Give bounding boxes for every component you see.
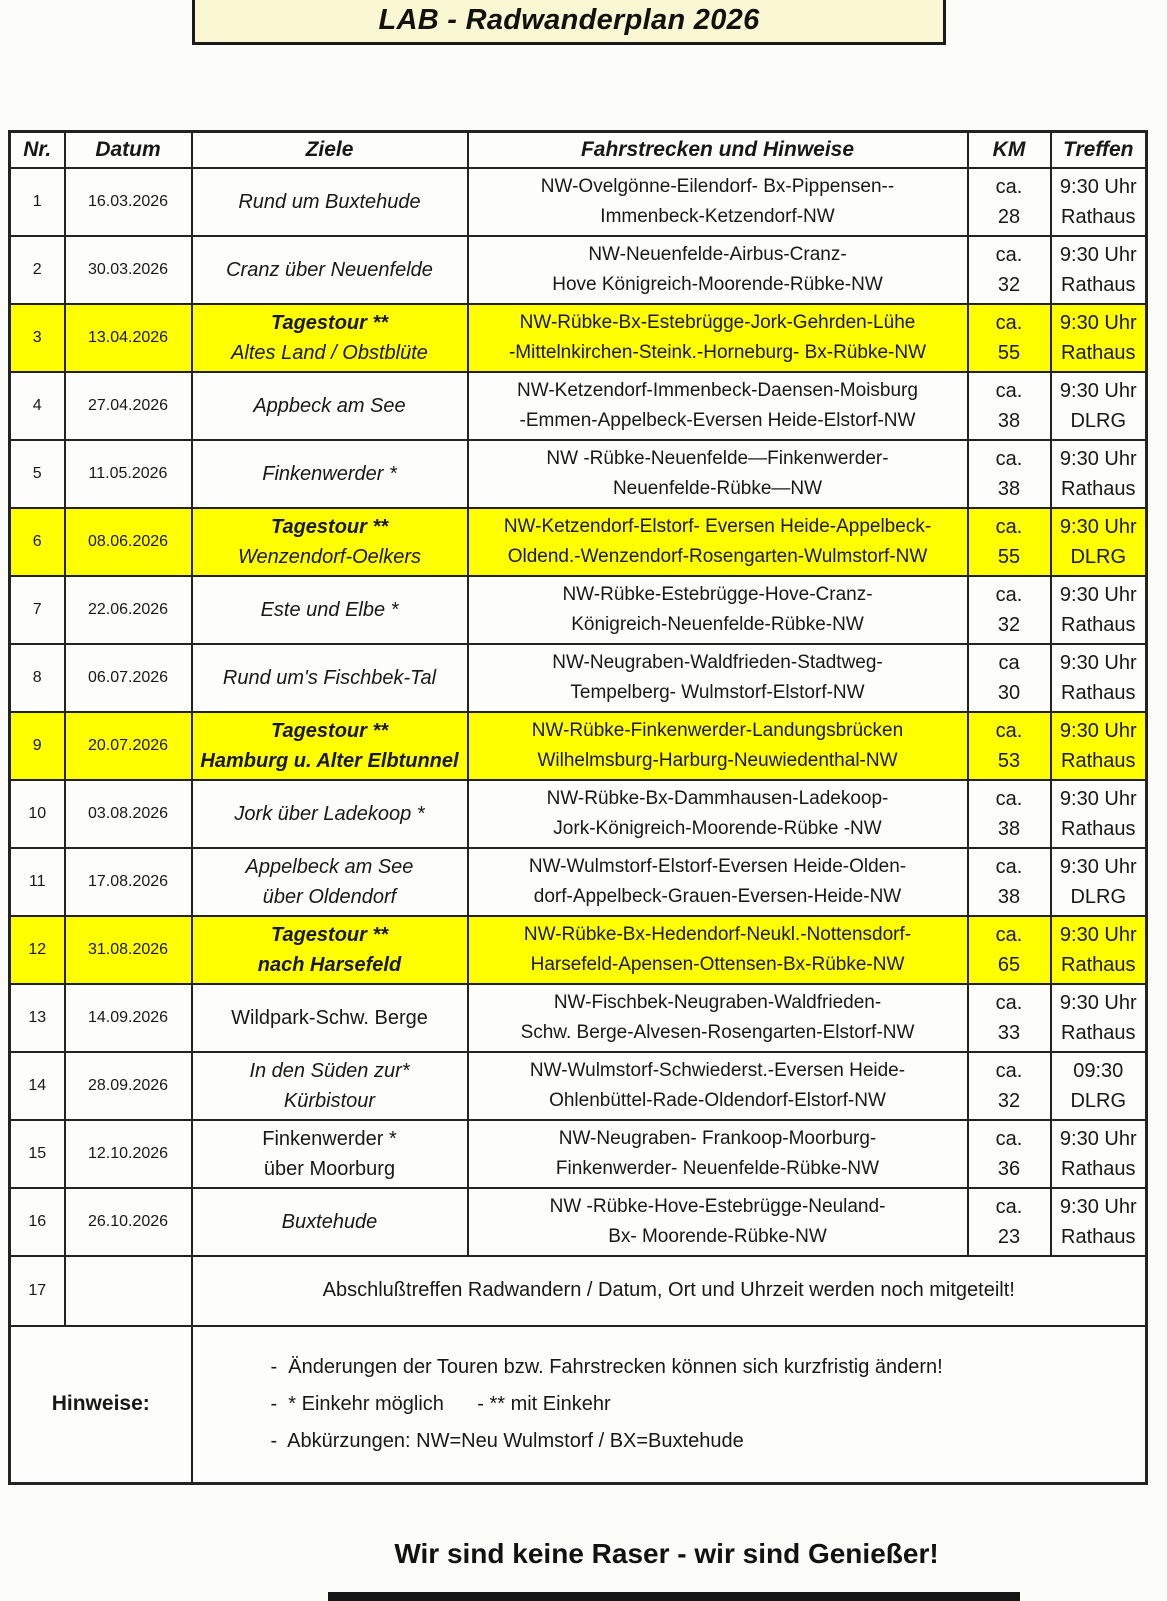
treffen-line: DLRG: [1070, 545, 1127, 568]
km-cell: [968, 1188, 1051, 1256]
ziel-cell: [192, 440, 468, 508]
km-cell: [968, 168, 1051, 236]
route-cell: [468, 712, 968, 780]
treffen-line: 9:30 Uhr: [1059, 447, 1137, 470]
km-line: ca.: [995, 1195, 1023, 1218]
ziel-cell: [192, 372, 468, 440]
treffen-line: Rathaus: [1061, 613, 1136, 636]
route-line: NW-Ketzendorf-Immenbeck-Daensen-Moisburg: [517, 379, 918, 401]
route-line: -Mittelnkirchen-Steink.-Horneburg- Bx-Rübke-NW: [508, 341, 927, 363]
nr-cell: 5: [10, 440, 65, 508]
tour-row: [10, 304, 1147, 372]
km-cell: [968, 984, 1051, 1052]
nr-cell: 11: [10, 848, 65, 916]
ziel-cell: [192, 576, 468, 644]
ziel-line: Cranz über Neuenfelde: [226, 258, 433, 281]
route-cell: [468, 916, 968, 984]
km-line: ca.: [995, 583, 1023, 606]
datum-cell: 06.07.2026: [65, 644, 192, 712]
header-fahrstrecken: Fahrstrecken und Hinweise: [468, 132, 968, 168]
tour-row: [10, 236, 1147, 304]
route-line: Jork-Königreich-Moorende-Rübke -NW: [553, 817, 882, 839]
km-line: 32: [997, 273, 1021, 296]
ziel-line: Wenzendorf-Oelkers: [237, 545, 422, 568]
treffen-line: 9:30 Uhr: [1059, 1195, 1137, 1218]
route-line: Ohlenbüttel-Rade-Oldendorf-Elstorf-NW: [549, 1089, 886, 1111]
tour-row: [10, 848, 1147, 916]
final-row: [10, 1256, 1147, 1326]
final-row-datum: [65, 1256, 192, 1326]
tour-table-body: [10, 168, 1147, 1256]
header-ziele: Ziele: [192, 132, 468, 168]
tour-row: [10, 1120, 1147, 1188]
nr-cell: 16: [10, 1188, 65, 1256]
treffen-line: 09:30: [1073, 1059, 1124, 1082]
route-line: NW-Wulmstorf-Schwiederst.-Eversen Heide-: [529, 1059, 906, 1081]
route-line: NW-Rübke-Bx-Dammhausen-Ladekoop-: [546, 787, 889, 809]
treffen-line: Rathaus: [1061, 681, 1136, 704]
route-cell: [468, 508, 968, 576]
treffen-cell: [1051, 712, 1147, 780]
nr-cell: 7: [10, 576, 65, 644]
ziel-line: Buxtehude: [281, 1210, 378, 1233]
ziel-cell: [192, 1120, 468, 1188]
route-line: Schw. Berge-Alvesen-Rosengarten-Elstorf-NW: [520, 1021, 915, 1043]
ziel-line: Rund um Buxtehude: [238, 190, 421, 213]
route-line: Wilhelmsburg-Harburg-Neuwiedenthal-NW: [537, 749, 898, 771]
route-cell: [468, 236, 968, 304]
route-cell: [468, 780, 968, 848]
nr-cell: 6: [10, 508, 65, 576]
ziel-line: Hamburg u. Alter Elbtunnel: [200, 749, 459, 772]
km-cell: [968, 848, 1051, 916]
km-line: 38: [997, 817, 1021, 840]
km-line: ca.: [995, 923, 1023, 946]
treffen-line: Rathaus: [1061, 477, 1136, 500]
route-cell: [468, 1052, 968, 1120]
nr-cell: 4: [10, 372, 65, 440]
ziel-line: Tagestour **: [270, 311, 389, 334]
route-line: NW-Neuenfelde-Airbus-Cranz-: [588, 243, 847, 265]
km-line: ca.: [995, 175, 1023, 198]
tour-row: [10, 1052, 1147, 1120]
nr-cell: 12: [10, 916, 65, 984]
ziel-line: Rund um's Fischbek-Tal: [222, 666, 437, 689]
tour-row: [10, 372, 1147, 440]
route-cell: [468, 304, 968, 372]
km-line: ca.: [995, 787, 1023, 810]
ziel-line: Appelbeck am See: [245, 855, 414, 878]
km-cell: [968, 576, 1051, 644]
table-footer-rows: [10, 1256, 1147, 1484]
hinweise-row: [10, 1326, 1147, 1484]
treffen-line: 9:30 Uhr: [1059, 855, 1137, 878]
ziel-cell: [192, 508, 468, 576]
treffen-line: DLRG: [1070, 1089, 1127, 1112]
route-line: dorf-Appelbeck-Grauen-Eversen-Heide-NW: [533, 885, 902, 907]
km-cell: [968, 508, 1051, 576]
route-line: Königreich-Neuenfelde-Rübke-NW: [571, 613, 864, 635]
route-cell: [468, 1120, 968, 1188]
km-line: 53: [997, 749, 1021, 772]
treffen-line: 9:30 Uhr: [1059, 719, 1137, 742]
km-line: ca.: [995, 991, 1023, 1014]
km-line: ca.: [995, 1127, 1023, 1150]
treffen-cell: [1051, 644, 1147, 712]
datum-cell: 03.08.2026: [65, 780, 192, 848]
km-line: 23: [997, 1225, 1021, 1248]
route-line: Bx- Moorende-Rübke-NW: [608, 1225, 827, 1247]
route-line: Hove Königreich-Moorende-Rübke-NW: [552, 273, 883, 295]
treffen-line: 9:30 Uhr: [1059, 991, 1137, 1014]
treffen-cell: [1051, 848, 1147, 916]
treffen-cell: [1051, 508, 1147, 576]
ziel-line: über Moorburg: [263, 1157, 396, 1180]
treffen-line: 9:30 Uhr: [1059, 515, 1137, 538]
treffen-line: Rathaus: [1061, 273, 1136, 296]
nr-cell: 1: [10, 168, 65, 236]
treffen-line: 9:30 Uhr: [1059, 175, 1137, 198]
footer-slogan: Wir sind keine Raser - wir sind Genießer!: [394, 1538, 939, 1569]
treffen-line: 9:30 Uhr: [1059, 243, 1137, 266]
nr-cell: 3: [10, 304, 65, 372]
km-line: 32: [997, 1089, 1021, 1112]
km-line: ca.: [995, 855, 1023, 878]
route-line: NW-Ovelgönne-Eilendorf- Bx-Pippensen--: [540, 175, 895, 197]
km-cell: [968, 780, 1051, 848]
route-line: Neuenfelde-Rübke—NW: [612, 477, 823, 499]
header-datum: Datum: [65, 132, 192, 168]
datum-cell: 20.07.2026: [65, 712, 192, 780]
route-line: -Emmen-Appelbeck-Eversen Heide-Elstorf-NW: [519, 409, 916, 431]
route-cell: [468, 984, 968, 1052]
treffen-cell: [1051, 1188, 1147, 1256]
bottom-cutoff-bar: [328, 1592, 1020, 1601]
ziel-line: Jork über Ladekoop *: [234, 802, 425, 825]
km-line: ca: [998, 651, 1020, 674]
route-line: NW-Ketzendorf-Elstorf- Eversen Heide-Appelbeck-: [503, 515, 932, 537]
tour-plan-table: [8, 130, 1148, 1485]
route-line: Oldend.-Wenzendorf-Rosengarten-Wulmstorf-NW: [507, 545, 928, 567]
treffen-line: 9:30 Uhr: [1059, 787, 1137, 810]
ziel-line: Este und Elbe *: [260, 598, 399, 621]
km-line: ca.: [995, 447, 1023, 470]
route-line: NW-Neugraben-Waldfrieden-Stadtweg-: [552, 651, 883, 673]
datum-cell: 17.08.2026: [65, 848, 192, 916]
treffen-line: 9:30 Uhr: [1059, 923, 1137, 946]
treffen-cell: [1051, 916, 1147, 984]
km-line: 36: [997, 1157, 1021, 1180]
ziel-line: nach Harsefeld: [257, 953, 402, 976]
km-cell: [968, 236, 1051, 304]
treffen-cell: [1051, 440, 1147, 508]
treffen-line: Rathaus: [1061, 1157, 1136, 1180]
title-box: [192, 0, 946, 45]
ziel-cell: [192, 916, 468, 984]
route-cell: [468, 848, 968, 916]
route-line: Finkenwerder- Neuenfelde-Rübke-NW: [555, 1157, 880, 1179]
ziel-line: Altes Land / Obstblüte: [231, 341, 428, 364]
hinweise-label-cell: [10, 1326, 192, 1484]
route-line: NW -Rübke-Hove-Estebrügge-Neuland-: [549, 1195, 886, 1217]
ziel-cell: [192, 712, 468, 780]
tour-row: [10, 576, 1147, 644]
km-line: ca.: [995, 311, 1023, 334]
route-line: NW-Rübke-Finkenwerder-Landungsbrücken: [531, 719, 904, 741]
ziel-cell: [192, 168, 468, 236]
nr-cell: 8: [10, 644, 65, 712]
ziel-cell: [192, 236, 468, 304]
tour-row: [10, 440, 1147, 508]
ziel-cell: [192, 848, 468, 916]
ziel-cell: [192, 1052, 468, 1120]
final-row-text: Abschlußtreffen Radwandern / Datum, Ort und Uhrzeit werden noch mitgeteilt!: [192, 1256, 1147, 1326]
km-line: 65: [997, 953, 1021, 976]
km-line: ca.: [995, 1059, 1023, 1082]
treffen-cell: [1051, 1052, 1147, 1120]
treffen-cell: [1051, 984, 1147, 1052]
datum-cell: 08.06.2026: [65, 508, 192, 576]
treffen-line: Rathaus: [1061, 953, 1136, 976]
nr-cell: 10: [10, 780, 65, 848]
tour-row: [10, 168, 1147, 236]
nr-cell: 14: [10, 1052, 65, 1120]
route-cell: [468, 1188, 968, 1256]
datum-cell: 12.10.2026: [65, 1120, 192, 1188]
treffen-cell: [1051, 168, 1147, 236]
ziel-line: Kürbistour: [283, 1089, 376, 1112]
km-line: ca.: [995, 379, 1023, 402]
tour-row: [10, 916, 1147, 984]
km-cell: [968, 916, 1051, 984]
km-line: 38: [997, 885, 1021, 908]
route-cell: [468, 440, 968, 508]
tour-row: [10, 984, 1147, 1052]
ziel-cell: [192, 780, 468, 848]
ziel-line: über Oldendorf: [262, 885, 397, 908]
ziel-cell: [192, 644, 468, 712]
route-cell: [468, 576, 968, 644]
ziel-line: Wildpark-Schw. Berge: [231, 1006, 428, 1029]
route-line: NW-Rübke-Estebrügge-Hove-Cranz-: [562, 583, 873, 605]
ziel-line: Tagestour **: [270, 923, 389, 946]
route-cell: [468, 168, 968, 236]
header-nr: Nr.: [10, 132, 65, 168]
hinweise-line-1: - Änderungen der Touren bzw. Fahrstrecken können sich kurzfristig ändern!: [270, 1355, 943, 1378]
treffen-line: 9:30 Uhr: [1059, 1127, 1137, 1150]
km-line: 55: [997, 341, 1021, 364]
route-line: Harsefeld-Apensen-Ottensen-Bx-Rübke-NW: [530, 953, 905, 975]
km-line: 32: [997, 613, 1021, 636]
route-line: NW-Rübke-Bx-Hedendorf-Neukl.-Nottensdorf-: [523, 923, 912, 945]
treffen-cell: [1051, 1120, 1147, 1188]
hinweise-line-2: - * Einkehr möglich - ** mit Einkehr: [270, 1392, 611, 1415]
header-km: KM: [968, 132, 1051, 168]
treffen-line: 9:30 Uhr: [1059, 651, 1137, 674]
hinweise-line-3: - Abkürzungen: NW=Neu Wulmstorf / BX=Buxtehude: [270, 1429, 744, 1452]
table-header: [10, 132, 1147, 168]
km-line: 55: [997, 545, 1021, 568]
datum-cell: 27.04.2026: [65, 372, 192, 440]
km-cell: [968, 372, 1051, 440]
treffen-cell: [1051, 372, 1147, 440]
route-cell: [468, 372, 968, 440]
tour-row: [10, 712, 1147, 780]
nr-cell: 15: [10, 1120, 65, 1188]
final-row-nr: 17: [10, 1256, 65, 1326]
ziel-line: Tagestour **: [270, 515, 389, 538]
km-line: 38: [997, 477, 1021, 500]
treffen-line: 9:30 Uhr: [1059, 311, 1137, 334]
tour-row: [10, 508, 1147, 576]
datum-cell: 22.06.2026: [65, 576, 192, 644]
km-line: ca.: [995, 243, 1023, 266]
hinweise-text-cell: [192, 1326, 1147, 1484]
km-line: ca.: [995, 719, 1023, 742]
tour-row: [10, 780, 1147, 848]
route-cell: [468, 644, 968, 712]
km-cell: [968, 440, 1051, 508]
km-line: 33: [997, 1021, 1021, 1044]
ziel-cell: [192, 984, 468, 1052]
treffen-line: Rathaus: [1061, 341, 1136, 364]
route-line: Tempelberg- Wulmstorf-Elstorf-NW: [570, 681, 865, 703]
datum-cell: 11.05.2026: [65, 440, 192, 508]
ziel-line: Appbeck am See: [253, 394, 406, 417]
km-cell: [968, 304, 1051, 372]
treffen-line: 9:30 Uhr: [1059, 379, 1137, 402]
page-title: LAB - Radwanderplan 2026: [378, 4, 760, 36]
datum-cell: 14.09.2026: [65, 984, 192, 1052]
route-line: Immenbeck-Ketzendorf-NW: [600, 205, 835, 227]
km-line: 38: [997, 409, 1021, 432]
route-line: NW-Rübke-Bx-Estebrügge-Jork-Gehrden-Lühe: [519, 311, 916, 333]
treffen-line: Rathaus: [1061, 749, 1136, 772]
treffen-cell: [1051, 304, 1147, 372]
treffen-cell: [1051, 576, 1147, 644]
treffen-line: Rathaus: [1061, 205, 1136, 228]
datum-cell: 30.03.2026: [65, 236, 192, 304]
tour-row: [10, 644, 1147, 712]
ziel-line: In den Süden zur*: [249, 1059, 410, 1082]
hinweise-label: Hinweise:: [51, 1392, 150, 1416]
ziel-cell: [192, 1188, 468, 1256]
datum-cell: 13.04.2026: [65, 304, 192, 372]
datum-cell: 16.03.2026: [65, 168, 192, 236]
treffen-cell: [1051, 780, 1147, 848]
km-line: 30: [997, 681, 1021, 704]
km-line: 28: [997, 205, 1021, 228]
treffen-line: DLRG: [1070, 409, 1127, 432]
km-cell: [968, 1052, 1051, 1120]
header-treffen: Treffen: [1051, 132, 1147, 168]
treffen-line: DLRG: [1070, 885, 1127, 908]
nr-cell: 13: [10, 984, 65, 1052]
treffen-line: Rathaus: [1061, 1225, 1136, 1248]
km-cell: [968, 1120, 1051, 1188]
treffen-line: 9:30 Uhr: [1059, 583, 1137, 606]
ziel-line: Finkenwerder *: [262, 462, 397, 485]
route-line: NW-Neugraben- Frankoop-Moorburg-: [558, 1127, 877, 1149]
route-line: NW-Fischbek-Neugraben-Waldfrieden-: [553, 991, 882, 1013]
datum-cell: 28.09.2026: [65, 1052, 192, 1120]
datum-cell: 31.08.2026: [65, 916, 192, 984]
treffen-cell: [1051, 236, 1147, 304]
ziel-cell: [192, 304, 468, 372]
km-cell: [968, 644, 1051, 712]
tour-row: [10, 1188, 1147, 1256]
km-cell: [968, 712, 1051, 780]
km-line: ca.: [995, 515, 1023, 538]
ziel-line: Finkenwerder *: [262, 1127, 397, 1150]
nr-cell: 9: [10, 712, 65, 780]
datum-cell: 26.10.2026: [65, 1188, 192, 1256]
nr-cell: 2: [10, 236, 65, 304]
ziel-line: Tagestour **: [270, 719, 389, 742]
treffen-line: Rathaus: [1061, 817, 1136, 840]
treffen-line: Rathaus: [1061, 1021, 1136, 1044]
route-line: NW-Wulmstorf-Elstorf-Eversen Heide-Olden-: [528, 855, 907, 877]
route-line: NW -Rübke-Neuenfelde—Finkenwerder-: [546, 447, 889, 469]
